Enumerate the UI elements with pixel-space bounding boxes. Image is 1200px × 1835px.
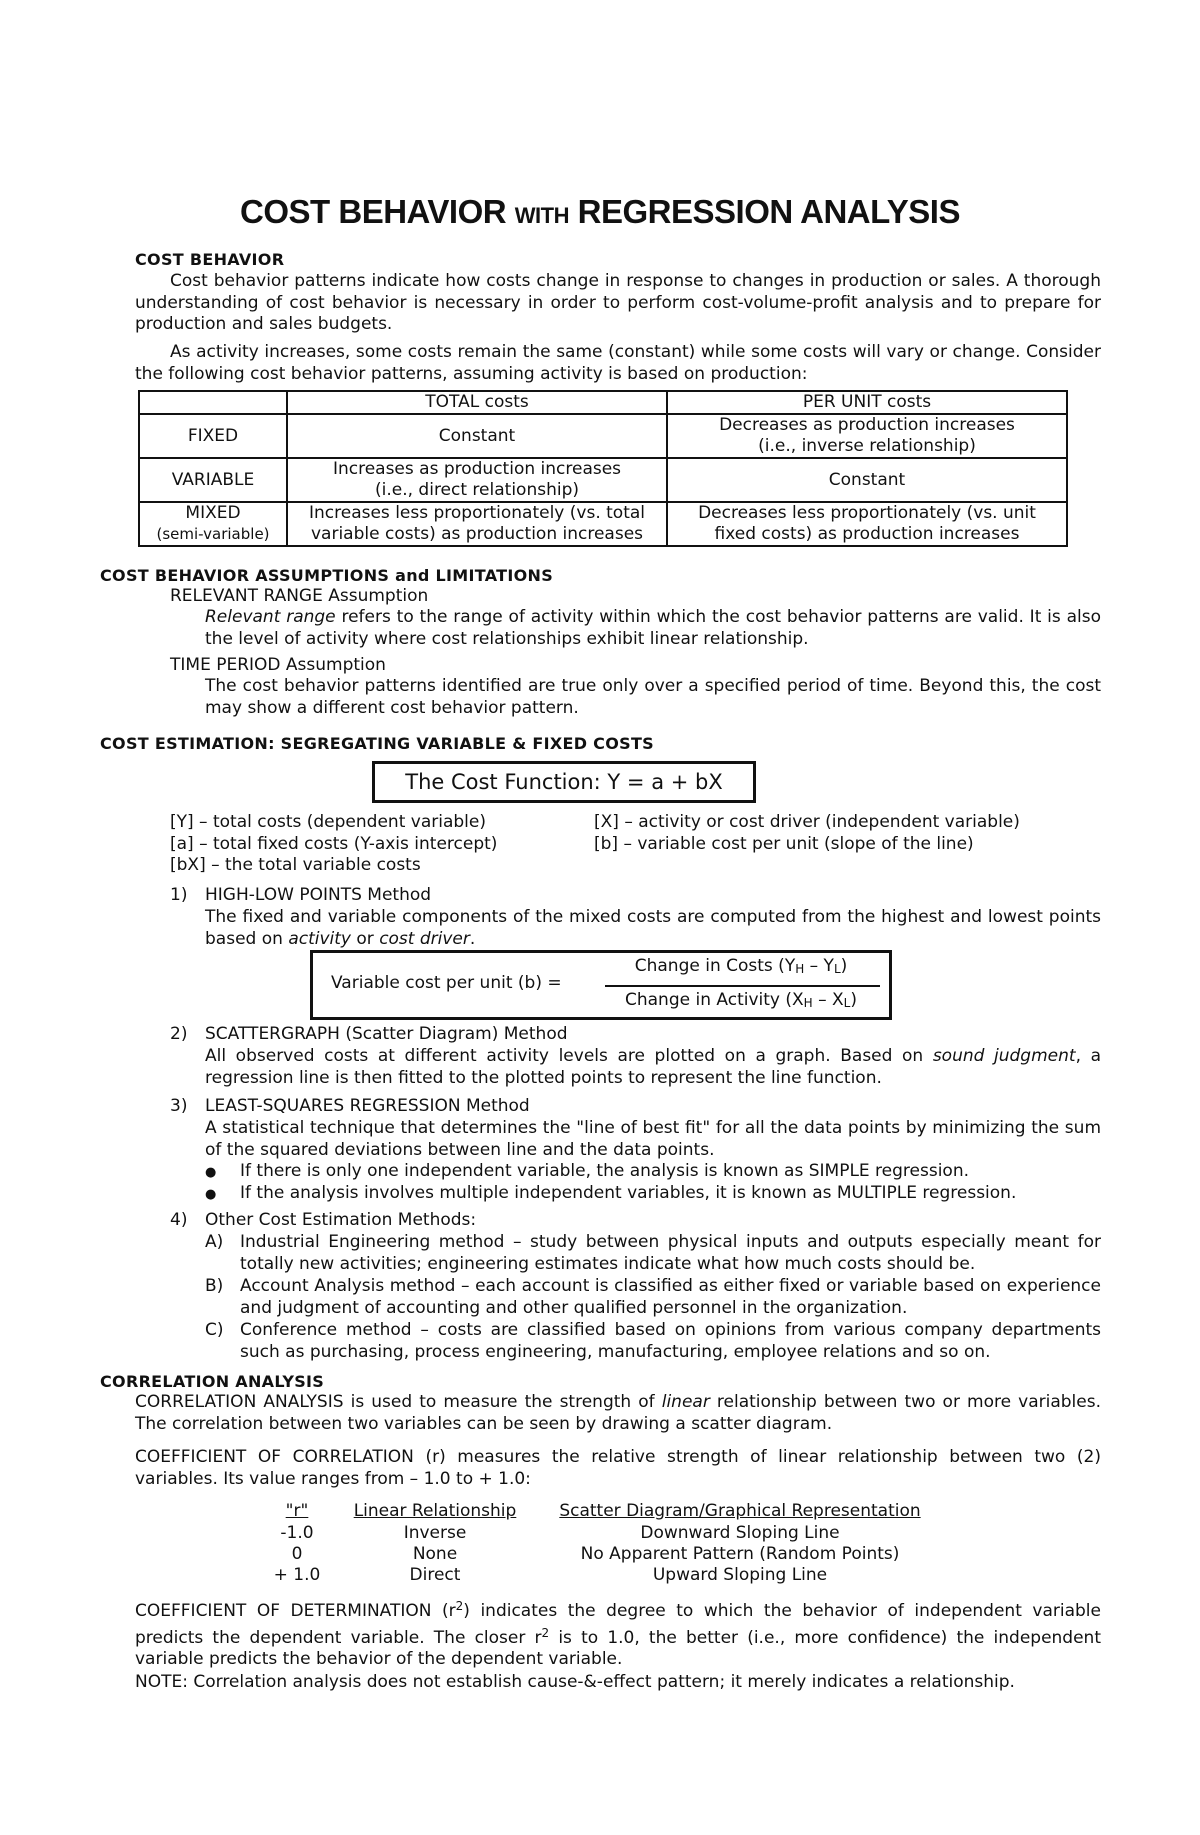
cost-behavior-paragraph-2: As activity increases, some costs remain the same (constant) while some costs will vary or change. Consider the following cost behavior patterns, assuming activity is based on production:	[135, 342, 1101, 384]
method-2-body: All observed costs at different activity levels are plotted on a graph. Based on	[205, 1046, 933, 1066]
correlation-p3-part: is to 1.0, the better (i.e., more confidence) the independent variable predicts the behavior of the dependent variable.	[135, 1627, 1101, 1669]
numerator-sub-h: H	[795, 962, 805, 976]
definition-y: [Y] – total costs (dependent variable)	[170, 812, 486, 832]
method-1-em-driver: cost driver	[379, 928, 470, 949]
cell-line: variable costs) as production increases	[310, 524, 644, 544]
cell-line: Decreases less proportionately (vs. unit	[698, 503, 1036, 523]
cost-function-box: The Cost Function: Y = a + bX	[372, 761, 756, 803]
formula-denominator	[601, 990, 881, 1015]
cell-line: Increases less proportionately (vs. total	[308, 503, 645, 523]
denominator-part: )	[850, 990, 857, 1010]
table-header-row	[139, 391, 1067, 414]
method-4-number: 4)	[170, 1210, 188, 1230]
title-part-3: REGRESSION ANALYSIS	[568, 193, 960, 230]
r-table-cell: + 1.0	[273, 1565, 321, 1585]
definition-b: [b] – variable cost per unit (slope of the line)	[594, 833, 974, 854]
table-header-cell: PER UNIT costs	[667, 391, 1067, 414]
cell-line: (i.e., direct relationship)	[375, 480, 579, 500]
fraction-bar	[605, 985, 880, 987]
r-table-header-r: "r"	[285, 1501, 309, 1521]
definition-bx: [bX] – the total variable costs	[170, 855, 421, 875]
definition-a: [a] – total fixed costs (Y-axis intercept)	[170, 833, 498, 854]
row-label: MIXED	[185, 503, 241, 523]
page-title	[0, 192, 1200, 236]
correlation-p1-em: linear	[661, 1392, 710, 1412]
section-heading-correlation: CORRELATION ANALYSIS	[100, 1372, 325, 1391]
relevant-range-term: Relevant range	[205, 607, 336, 627]
method-4-b-label: B)	[205, 1276, 224, 1296]
table-cell	[287, 458, 667, 502]
formula-label: Variable cost per unit (b) =	[331, 973, 562, 993]
r-table-cell: 0	[291, 1544, 303, 1564]
r-table-cell: -1.0	[280, 1523, 314, 1543]
correlation-paragraph-2: COEFFICIENT OF CORRELATION (r) measures the relative strength of linear relationship between two (2) variables. Its value ranges from – 1.0 to + 1.0:	[135, 1447, 1101, 1489]
definitions-right	[594, 812, 1104, 855]
numerator-part: – Y	[804, 956, 834, 976]
numerator-part: Change in Costs (Y	[634, 956, 796, 976]
method-2-text	[205, 1046, 1101, 1089]
section-heading-assumptions: COST BEHAVIOR ASSUMPTIONS and LIMITATIONS	[100, 566, 554, 585]
table-cell	[287, 502, 667, 546]
correlation-paragraph-3	[135, 1596, 1101, 1671]
denominator-part: – X	[812, 990, 844, 1010]
section-heading-cost-behavior: COST BEHAVIOR	[135, 250, 285, 269]
method-2-body-end: , a regression line is then fitted to the plotted points to represent the line function.	[205, 1046, 1101, 1088]
cell-line: Increases as production increases	[332, 459, 622, 479]
correlation-paragraph-1	[135, 1392, 1101, 1435]
bullet-icon: ●	[205, 1187, 217, 1202]
method-3-bullet-1: If there is only one independent variable, the analysis is known as SIMPLE regression.	[240, 1161, 970, 1181]
cost-behavior-table	[138, 390, 1068, 547]
table-cell	[287, 414, 667, 458]
table-header-cell	[139, 391, 287, 414]
time-period-text: The cost behavior patterns identified are true only over a specified period of time. Beyond this, the cost may show a different cost behavior pattern.	[205, 676, 1101, 718]
table-row	[139, 502, 1067, 546]
cost-behavior-paragraph-1: Cost behavior patterns indicate how costs change in response to changes in production or sales. A thorough understanding of cost behavior is necessary in order to perform cost-volume-profit analysis and to prepare for production and sales budgets.	[135, 271, 1101, 334]
bullet-icon: ●	[205, 1165, 217, 1180]
time-period-title: TIME PERIOD Assumption	[170, 655, 386, 675]
row-label: FIXED	[187, 425, 239, 446]
section-heading-estimation: COST ESTIMATION: SEGREGATING VARIABLE & FIXED COSTS	[100, 734, 654, 753]
formula-numerator	[601, 956, 881, 981]
r-table-cell: None	[412, 1544, 458, 1564]
denominator-part: Change in Activity (X	[625, 990, 804, 1010]
method-1-text	[205, 907, 1101, 950]
table-cell	[667, 414, 1067, 458]
cell-line: fixed costs) as production increases	[714, 524, 1020, 544]
method-2-number: 2)	[170, 1024, 188, 1044]
definition-x: [X] – activity or cost driver (independent variable)	[594, 812, 1020, 832]
title-part-1: COST BEHAVIOR	[240, 193, 515, 230]
r-table-header-linear: Linear Relationship	[353, 1501, 517, 1521]
table-cell	[139, 502, 287, 546]
table-cell	[139, 414, 287, 458]
r-table-header-scatter: Scatter Diagram/Graphical Representation	[559, 1501, 921, 1521]
relevant-range-body: refers to the range of activity within which the cost behavior patterns are valid. It is also the level of activity where cost relationships exhibit linear relationship.	[205, 607, 1101, 649]
denominator-sub-l: L	[843, 996, 851, 1010]
table-cell	[667, 458, 1067, 502]
method-3-number: 3)	[170, 1096, 188, 1116]
r-table-cell: Direct	[409, 1565, 461, 1585]
table-cell	[667, 502, 1067, 546]
correlation-note: NOTE: Correlation analysis does not establish cause-&-effect pattern; it merely indicates a relationship.	[135, 1672, 1015, 1692]
method-3-text: A statistical technique that determines the "line of best fit" for all the data points by minimizing the sum of the squared deviations between line and the data points.	[205, 1118, 1101, 1160]
method-4-c-text: Conference method – costs are classified based on opinions from various company departments such as purchasing, process engineering, manufacturing, employee relations and so on.	[240, 1320, 1101, 1362]
correlation-p1-body: CORRELATION ANALYSIS is used to measure the strength of	[135, 1392, 662, 1412]
method-4-a-text: Industrial Engineering method – study between physical inputs and outputs especially meant for totally new activities; engineering estimates indicate what how much costs should be.	[240, 1232, 1101, 1274]
method-1-em-activity: activity	[288, 928, 351, 949]
r-table-cell: Upward Sloping Line	[652, 1565, 828, 1585]
relevant-range-text	[205, 607, 1101, 650]
relevant-range-title: RELEVANT RANGE Assumption	[170, 586, 429, 606]
row-sublabel: (semi-variable)	[156, 525, 270, 543]
method-4-a-label: A)	[205, 1232, 224, 1252]
method-1-or: or	[350, 928, 380, 949]
definitions-left	[170, 812, 590, 877]
table-header-cell: TOTAL costs	[287, 391, 667, 414]
cell-line: Constant	[828, 469, 906, 490]
method-4-b-text: Account Analysis method – each account is classified as either fixed or variable based on experience and judgment of accounting and other qualified personnel in the organization.	[240, 1276, 1101, 1318]
cell-line: Decreases as production increases	[719, 415, 1015, 435]
method-3-bullet-2: If the analysis involves multiple independent variables, it is known as MULTIPLE regression.	[240, 1183, 1017, 1203]
r-table-cell: Downward Sloping Line	[640, 1523, 840, 1543]
title-part-2: WITH	[514, 203, 569, 228]
method-2-em: sound judgment	[932, 1046, 1076, 1066]
method-1-title: HIGH-LOW POINTS Method	[205, 885, 432, 905]
table-cell	[139, 458, 287, 502]
method-1-body: The fixed and variable components of the mixed costs are computed from the highest and lowest points based on	[205, 907, 1101, 949]
correlation-p3-part: ) indicates the degree to which the behavior of independent variable predicts the dependent variable. The closer r	[135, 1601, 1101, 1648]
correlation-p1-end: relationship between two or more variables. The correlation between two variables can be seen by drawing a scatter diagram.	[135, 1392, 1101, 1434]
row-label: VARIABLE	[171, 469, 255, 490]
method-4-title: Other Cost Estimation Methods:	[205, 1210, 477, 1230]
cell-line: Constant	[438, 425, 516, 446]
denominator-sub-h: H	[803, 996, 813, 1010]
method-1-end: .	[469, 928, 476, 949]
r-table-cell: No Apparent Pattern (Random Points)	[580, 1544, 900, 1564]
method-3-title: LEAST-SQUARES REGRESSION Method	[205, 1096, 530, 1116]
table-row	[139, 414, 1067, 458]
r-table-cell: Inverse	[403, 1523, 467, 1543]
variable-cost-formula-box	[310, 950, 892, 1020]
method-1-number: 1)	[170, 885, 188, 905]
superscript: 2	[455, 1599, 464, 1613]
correlation-p3-part: COEFFICIENT OF DETERMINATION (r	[135, 1601, 456, 1621]
superscript: 2	[541, 1625, 550, 1640]
method-2-title: SCATTERGRAPH (Scatter Diagram) Method	[205, 1024, 568, 1044]
numerator-sub-l: L	[833, 962, 841, 976]
method-4-c-label: C)	[205, 1320, 224, 1340]
numerator-part: )	[840, 956, 848, 976]
table-row	[139, 458, 1067, 502]
cell-line: (i.e., inverse relationship)	[758, 436, 976, 456]
